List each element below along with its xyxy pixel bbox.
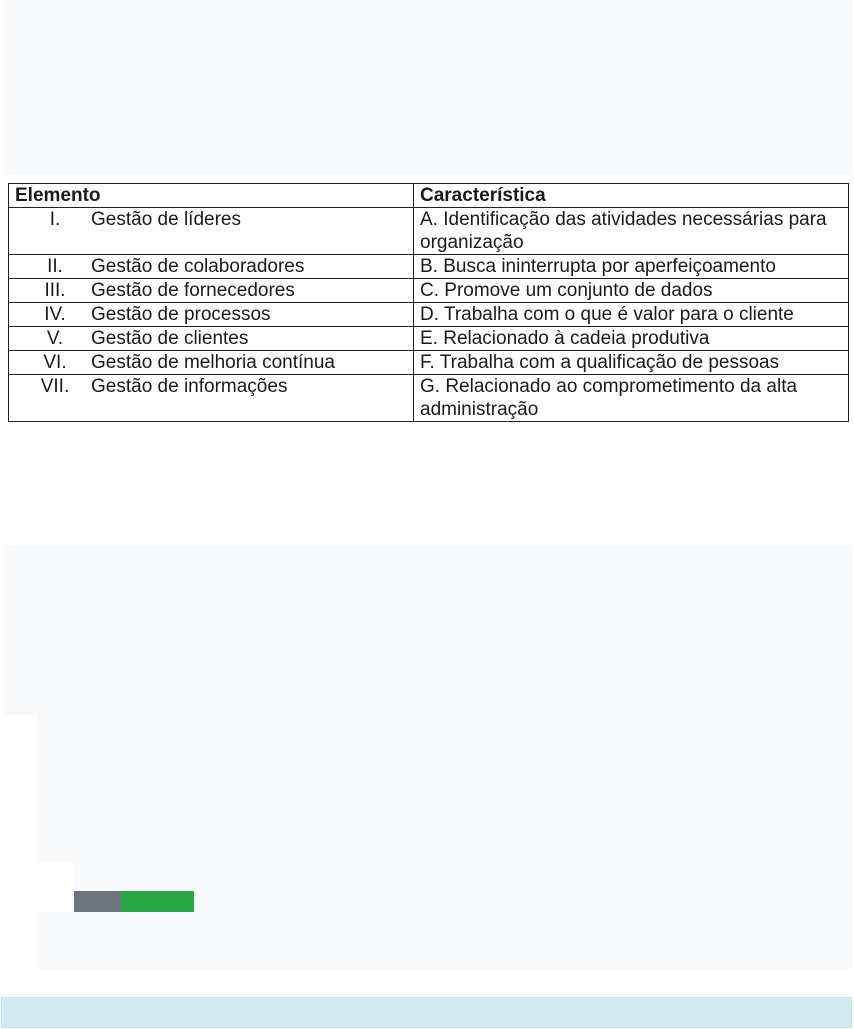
characteristic-text: E. Relacionado à cadeia produtiva (414, 327, 849, 351)
row-number: VII. (40, 376, 70, 397)
element-characteristic-table (8, 183, 849, 422)
table-row (9, 303, 849, 327)
question-image (8, 183, 848, 422)
element-name: Gestão de líderes (91, 209, 241, 230)
table-row (9, 279, 849, 303)
characteristic-text: C. Promove um conjunto de dados (414, 279, 849, 303)
submit-button[interactable] (121, 891, 194, 912)
table-row (9, 208, 849, 255)
panel-notch (38, 862, 74, 912)
table-row (9, 327, 849, 351)
row-number: II. (47, 256, 63, 277)
question-header-panel (3, 0, 852, 175)
table-row (9, 255, 849, 279)
element-name: Gestão de informações (91, 376, 288, 397)
secondary-button[interactable] (74, 891, 121, 912)
table-row (9, 375, 849, 422)
element-name: Gestão de fornecedores (91, 280, 295, 301)
row-number: III. (44, 280, 66, 301)
characteristic-text: G. Relacionado ao comprometimento da alta administração (414, 375, 849, 422)
header-characteristic: Característica (414, 184, 849, 208)
answer-options-panel (38, 715, 852, 969)
element-name: Gestão de melhoria contínua (91, 352, 335, 373)
row-number: IV. (44, 304, 66, 325)
table-header-row (9, 184, 849, 208)
row-number: I. (49, 209, 61, 230)
row-number: VI. (43, 352, 67, 373)
question-body-panel (3, 545, 852, 715)
header-element: Elemento (9, 184, 414, 208)
element-name: Gestão de clientes (91, 328, 249, 349)
element-name: Gestão de processos (91, 304, 271, 325)
table-row (9, 351, 849, 375)
characteristic-text: D. Trabalha com o que é valor para o cliente (414, 303, 849, 327)
characteristic-text: F. Trabalha com a qualificação de pessoas (414, 351, 849, 375)
characteristic-text: B. Busca ininterrupta por aperfeiçoamento (414, 255, 849, 279)
info-alert (1, 997, 852, 1028)
row-number: V. (46, 328, 64, 349)
characteristic-text: A. Identificação das atividades necessárias para organização (414, 208, 849, 255)
element-name: Gestão de colaboradores (91, 256, 305, 277)
